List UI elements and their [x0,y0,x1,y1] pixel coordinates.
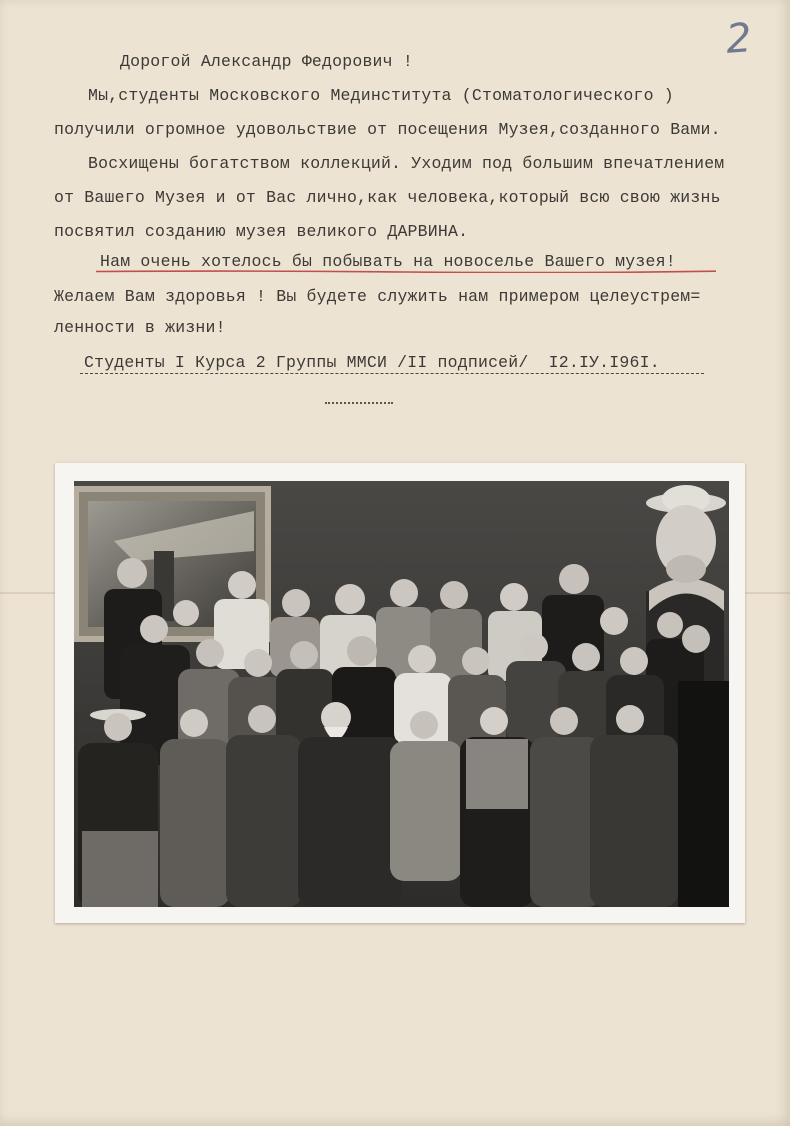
letter-line-highlighted: Нам очень хотелось бы побывать на новоселье Вашего музея! [100,252,676,271]
red-underline [96,270,716,273]
separator-dash [325,402,393,404]
letter-salutation: Дорогой Александр Федорович ! [120,52,413,71]
letter-signature: Студенты I Курса 2 Группы ММСИ /II подписей/ I2.IУ.I96I. [84,353,660,372]
letter-line: Мы,студенты Московского Мединститута (Стоматологического ) [88,86,674,105]
group-photo [74,481,729,907]
letter-line: от Вашего Музея и от Вас лично,как человека,который всю свою жизнь [54,188,721,207]
letter-line: Восхищены богатством коллекций. Уходим под большим впечатлением [88,154,725,173]
letter-line: ленности в жизни! [54,318,226,337]
letter-line: получили огромное удовольствие от посещения Музея,созданного Вами. [54,120,721,139]
signature-underline [80,372,704,374]
page-number: 2 [724,15,754,63]
photo-illustration [74,481,729,907]
letter-line: Желаем Вам здоровья ! Вы будете служить нам примером целеустрем= [54,287,701,306]
letter-line: посвятил созданию музея великого ДАРВИНА. [54,222,469,241]
